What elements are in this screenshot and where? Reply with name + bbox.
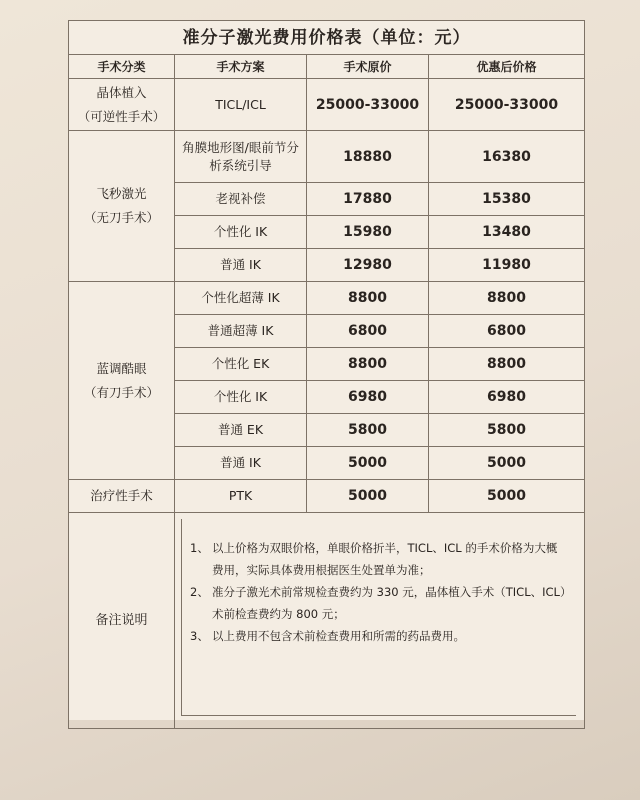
original-price-cell: 6800 bbox=[307, 315, 429, 348]
plan-cell: 普通 IK bbox=[175, 249, 307, 282]
original-price-cell: 8800 bbox=[307, 282, 429, 315]
note-text: 以上费用不包含术前检查费用和所需的药品费用。 bbox=[212, 629, 465, 643]
discount-price-cell: 11980 bbox=[429, 249, 585, 282]
plan-cell: 普通 IK bbox=[175, 447, 307, 480]
price-table-body bbox=[69, 21, 585, 729]
category-cell bbox=[69, 282, 175, 480]
category-cell bbox=[69, 79, 175, 131]
header-discount-price: 优惠后价格 bbox=[429, 55, 585, 79]
category-cell bbox=[69, 480, 175, 513]
table-row bbox=[69, 79, 585, 131]
discount-price-cell: 13480 bbox=[429, 216, 585, 249]
note-item bbox=[190, 537, 566, 581]
discount-price-cell: 5000 bbox=[429, 480, 585, 513]
discount-price-cell: 25000-33000 bbox=[429, 79, 585, 131]
header-row bbox=[69, 55, 585, 79]
table-row bbox=[69, 131, 585, 183]
category-line: 飞秒激光 bbox=[96, 186, 147, 201]
note-item bbox=[190, 625, 566, 647]
original-price-cell: 18880 bbox=[307, 131, 429, 183]
category-line: 晶体植入 bbox=[96, 84, 147, 100]
category-line: （无刀手术） bbox=[83, 210, 159, 225]
note-number: 2、 bbox=[190, 585, 209, 599]
original-price-cell: 5000 bbox=[307, 480, 429, 513]
table-row bbox=[69, 480, 585, 513]
discount-price-cell: 6800 bbox=[429, 315, 585, 348]
discount-price-cell: 5800 bbox=[429, 414, 585, 447]
original-price-cell: 25000-33000 bbox=[307, 79, 429, 131]
plan-cell: 老视补偿 bbox=[175, 183, 307, 216]
plan-cell: 个性化 EK bbox=[175, 348, 307, 381]
discount-price-cell: 16380 bbox=[429, 131, 585, 183]
original-price-cell: 17880 bbox=[307, 183, 429, 216]
discount-price-cell: 5000 bbox=[429, 447, 585, 480]
notes-box bbox=[181, 519, 576, 716]
discount-price-cell: 8800 bbox=[429, 282, 585, 315]
original-price-cell: 6980 bbox=[307, 381, 429, 414]
table-title: 准分子激光费用价格表（单位：元） bbox=[69, 21, 585, 55]
discount-price-cell: 8800 bbox=[429, 348, 585, 381]
category-line: 治疗性手术 bbox=[90, 488, 153, 503]
category-cell bbox=[69, 131, 175, 282]
notes-cell bbox=[175, 513, 585, 729]
discount-price-cell: 6980 bbox=[429, 381, 585, 414]
category-line: 蓝调酷眼 bbox=[96, 360, 147, 376]
category-line: （可逆性手术） bbox=[77, 108, 166, 124]
original-price-cell: 5800 bbox=[307, 414, 429, 447]
original-price-cell: 5000 bbox=[307, 447, 429, 480]
plan-cell: 普通超薄 IK bbox=[175, 315, 307, 348]
header-category: 手术分类 bbox=[69, 55, 175, 79]
table-row bbox=[69, 282, 585, 315]
category-line: （有刀手术） bbox=[83, 384, 159, 400]
plan-cell: TICL/ICL bbox=[175, 79, 307, 131]
original-price-cell: 12980 bbox=[307, 249, 429, 282]
original-price-cell: 8800 bbox=[307, 348, 429, 381]
price-sheet bbox=[68, 20, 584, 720]
plan-cell: 角膜地形图/眼前节分析系统引导 bbox=[175, 131, 307, 183]
plan-cell: 普通 EK bbox=[175, 414, 307, 447]
plan-cell: 个性化 IK bbox=[175, 381, 307, 414]
note-text: 以上价格为双眼价格，单眼价格折半，TICL、ICL 的手术价格为大概费用，实际具体费用根据医生处置单为准； bbox=[212, 541, 558, 577]
note-item bbox=[190, 581, 566, 625]
original-price-cell: 15980 bbox=[307, 216, 429, 249]
note-number: 1、 bbox=[190, 541, 209, 555]
notes-row bbox=[69, 513, 585, 729]
plan-cell: 个性化超薄 IK bbox=[175, 282, 307, 315]
note-number: 3、 bbox=[190, 629, 209, 643]
discount-price-cell: 15380 bbox=[429, 183, 585, 216]
plan-cell: PTK bbox=[175, 480, 307, 513]
plan-cell: 个性化 IK bbox=[175, 216, 307, 249]
price-table bbox=[68, 20, 585, 729]
title-row bbox=[69, 21, 585, 55]
notes-label: 备注说明 bbox=[69, 513, 175, 729]
header-original-price: 手术原价 bbox=[307, 55, 429, 79]
note-text: 准分子激光术前常规检查费约为 330 元，晶体植入手术（TICL、ICL）术前检查费约为 800 元； bbox=[212, 585, 566, 621]
header-plan: 手术方案 bbox=[175, 55, 307, 79]
